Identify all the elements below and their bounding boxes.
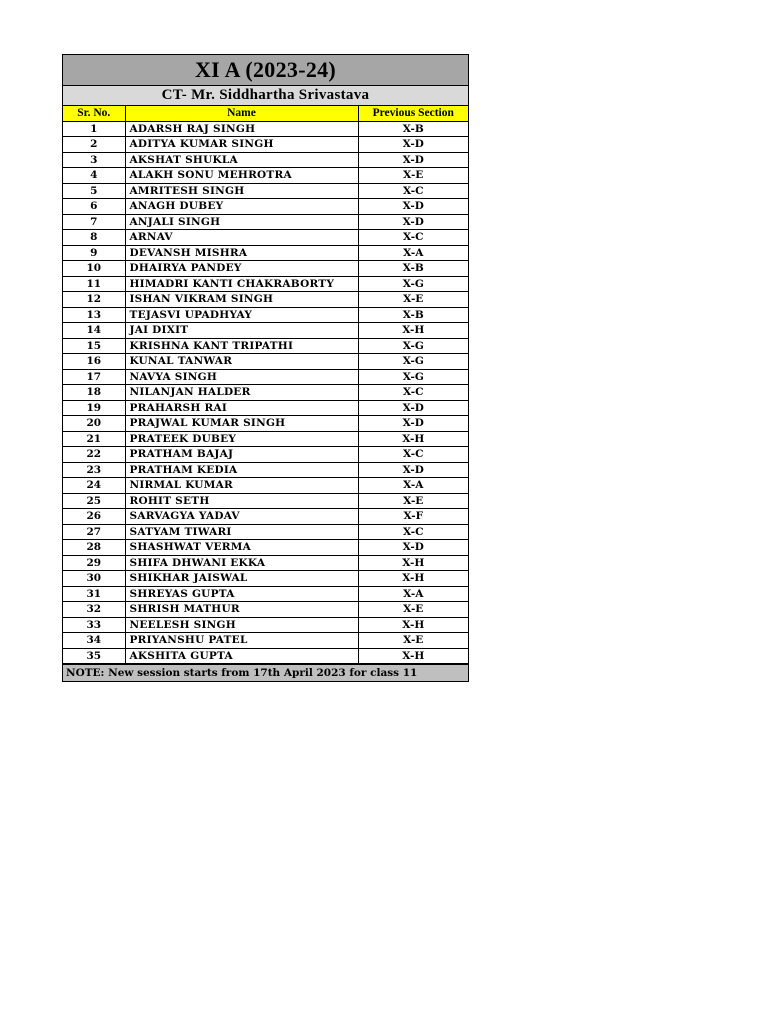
column-header-name: Name (125, 106, 358, 121)
sr-no-cell: 6 (63, 199, 125, 215)
sr-no-cell: 35 (63, 648, 125, 664)
student-name-cell: DEVANSH MISHRA (125, 245, 358, 261)
table-row (63, 586, 468, 602)
student-name-cell: SATYAM TIWARI (125, 524, 358, 540)
table-row (63, 137, 468, 153)
previous-section-cell: X-H (358, 648, 468, 664)
table-row (63, 416, 468, 432)
table-row (63, 493, 468, 509)
sr-no-cell: 21 (63, 431, 125, 447)
previous-section-cell: X-D (358, 400, 468, 416)
previous-section-cell: X-D (358, 214, 468, 230)
sr-no-cell: 14 (63, 323, 125, 339)
sr-no-cell: 26 (63, 509, 125, 525)
previous-section-cell: X-H (358, 555, 468, 571)
sr-no-cell: 9 (63, 245, 125, 261)
previous-section-cell: X-C (358, 230, 468, 246)
table-row (63, 121, 468, 137)
student-name-cell: ARNAV (125, 230, 358, 246)
table-row (63, 524, 468, 540)
previous-section-cell: X-B (358, 261, 468, 277)
previous-section-cell: X-G (358, 338, 468, 354)
student-name-cell: ADARSH RAJ SINGH (125, 121, 358, 137)
student-name-cell: PRIYANSHU PATEL (125, 633, 358, 649)
sr-no-cell: 4 (63, 168, 125, 184)
sr-no-cell: 33 (63, 617, 125, 633)
class-teacher: CT- Mr. Siddhartha Srivastava (63, 86, 468, 106)
student-name-cell: ADITYA KUMAR SINGH (125, 137, 358, 153)
student-name-cell: KRISHNA KANT TRIPATHI (125, 338, 358, 354)
sr-no-cell: 7 (63, 214, 125, 230)
sr-no-cell: 1 (63, 121, 125, 137)
student-name-cell: DHAIRYA PANDEY (125, 261, 358, 277)
previous-section-cell: X-F (358, 509, 468, 525)
previous-section-cell: X-E (358, 292, 468, 308)
student-name-cell: PRATHAM BAJAJ (125, 447, 358, 463)
previous-section-cell: X-C (358, 183, 468, 199)
student-name-cell: NEELESH SINGH (125, 617, 358, 633)
table-header-row (63, 106, 468, 121)
previous-section-cell: X-C (358, 385, 468, 401)
student-name-cell: ROHIT SETH (125, 493, 358, 509)
table-row (63, 230, 468, 246)
previous-section-cell: X-D (358, 416, 468, 432)
student-name-cell: PRAJWAL KUMAR SINGH (125, 416, 358, 432)
sr-no-cell: 17 (63, 369, 125, 385)
sr-no-cell: 31 (63, 586, 125, 602)
student-name-cell: ANJALI SINGH (125, 214, 358, 230)
student-rows (63, 121, 468, 664)
previous-section-cell: X-D (358, 540, 468, 556)
student-name-cell: NILANJAN HALDER (125, 385, 358, 401)
sr-no-cell: 10 (63, 261, 125, 277)
table-row (63, 400, 468, 416)
student-name-cell: AKSHAT SHUKLA (125, 152, 358, 168)
table-row (63, 245, 468, 261)
student-name-cell: NAVYA SINGH (125, 369, 358, 385)
sr-no-cell: 13 (63, 307, 125, 323)
previous-section-cell: X-E (358, 493, 468, 509)
class-title: XI A (2023-24) (63, 55, 468, 86)
previous-section-cell: X-B (358, 307, 468, 323)
table-row (63, 152, 468, 168)
student-name-cell: SARVAGYA YADAV (125, 509, 358, 525)
student-name-cell: NIRMAL KUMAR (125, 478, 358, 494)
table-row (63, 540, 468, 556)
table-row (63, 617, 468, 633)
previous-section-cell: X-D (358, 462, 468, 478)
previous-section-cell: X-A (358, 586, 468, 602)
sr-no-cell: 28 (63, 540, 125, 556)
sr-no-cell: 11 (63, 276, 125, 292)
previous-section-cell: X-B (358, 121, 468, 137)
sr-no-cell: 2 (63, 137, 125, 153)
table-row (63, 183, 468, 199)
sr-no-cell: 30 (63, 571, 125, 587)
student-name-cell: PRAHARSH RAI (125, 400, 358, 416)
table-row (63, 385, 468, 401)
previous-section-cell: X-A (358, 245, 468, 261)
sr-no-cell: 12 (63, 292, 125, 308)
previous-section-cell: X-H (358, 431, 468, 447)
session-note: NOTE: New session starts from 17th April 2023 for class 11 (63, 664, 468, 681)
student-name-cell: AKSHITA GUPTA (125, 648, 358, 664)
student-name-cell: SHASHWAT VERMA (125, 540, 358, 556)
sr-no-cell: 16 (63, 354, 125, 370)
table-row (63, 633, 468, 649)
table-row (63, 168, 468, 184)
column-header-sr-no: Sr. No. (63, 106, 125, 121)
previous-section-cell: X-E (358, 168, 468, 184)
table-row (63, 214, 468, 230)
table-row (63, 571, 468, 587)
table-row (63, 354, 468, 370)
table-row (63, 602, 468, 618)
student-name-cell: ISHAN VIKRAM SINGH (125, 292, 358, 308)
sr-no-cell: 22 (63, 447, 125, 463)
table-row (63, 447, 468, 463)
student-name-cell: PRATEEK DUBEY (125, 431, 358, 447)
student-name-cell: SHIFA DHWANI EKKA (125, 555, 358, 571)
student-name-cell: ANAGH DUBEY (125, 199, 358, 215)
sr-no-cell: 3 (63, 152, 125, 168)
sr-no-cell: 15 (63, 338, 125, 354)
table-row (63, 555, 468, 571)
student-name-cell: SHREYAS GUPTA (125, 586, 358, 602)
class-list-sheet (62, 54, 469, 682)
sr-no-cell: 25 (63, 493, 125, 509)
previous-section-cell: X-D (358, 152, 468, 168)
previous-section-cell: X-G (358, 276, 468, 292)
previous-section-cell: X-C (358, 524, 468, 540)
sr-no-cell: 24 (63, 478, 125, 494)
sr-no-cell: 34 (63, 633, 125, 649)
table-row (63, 369, 468, 385)
table-row (63, 462, 468, 478)
student-name-cell: PRATHAM KEDIA (125, 462, 358, 478)
previous-section-cell: X-A (358, 478, 468, 494)
previous-section-cell: X-G (358, 369, 468, 385)
student-name-cell: SHRISH MATHUR (125, 602, 358, 618)
sr-no-cell: 27 (63, 524, 125, 540)
student-name-cell: ALAKH SONU MEHROTRA (125, 168, 358, 184)
student-name-cell: AMRITESH SINGH (125, 183, 358, 199)
table-row (63, 648, 468, 664)
previous-section-cell: X-D (358, 199, 468, 215)
student-name-cell: KUNAL TANWAR (125, 354, 358, 370)
previous-section-cell: X-E (358, 602, 468, 618)
student-name-cell: JAI DIXIT (125, 323, 358, 339)
sr-no-cell: 19 (63, 400, 125, 416)
table-row (63, 276, 468, 292)
table-row (63, 261, 468, 277)
previous-section-cell: X-G (358, 354, 468, 370)
sr-no-cell: 23 (63, 462, 125, 478)
sr-no-cell: 29 (63, 555, 125, 571)
table-row (63, 509, 468, 525)
previous-section-cell: X-H (358, 323, 468, 339)
table-row (63, 199, 468, 215)
student-name-cell: SHIKHAR JAISWAL (125, 571, 358, 587)
table-row (63, 292, 468, 308)
previous-section-cell: X-H (358, 617, 468, 633)
sr-no-cell: 8 (63, 230, 125, 246)
student-name-cell: HIMADRI KANTI CHAKRABORTY (125, 276, 358, 292)
previous-section-cell: X-C (358, 447, 468, 463)
previous-section-cell: X-E (358, 633, 468, 649)
sr-no-cell: 20 (63, 416, 125, 432)
previous-section-cell: X-D (358, 137, 468, 153)
sr-no-cell: 32 (63, 602, 125, 618)
student-name-cell: TEJASVI UPADHYAY (125, 307, 358, 323)
table-row (63, 307, 468, 323)
previous-section-cell: X-H (358, 571, 468, 587)
table-row (63, 431, 468, 447)
sr-no-cell: 18 (63, 385, 125, 401)
table-row (63, 323, 468, 339)
table-row (63, 478, 468, 494)
column-header-previous-section: Previous Section (358, 106, 468, 121)
sr-no-cell: 5 (63, 183, 125, 199)
student-table (63, 106, 468, 664)
table-row (63, 338, 468, 354)
